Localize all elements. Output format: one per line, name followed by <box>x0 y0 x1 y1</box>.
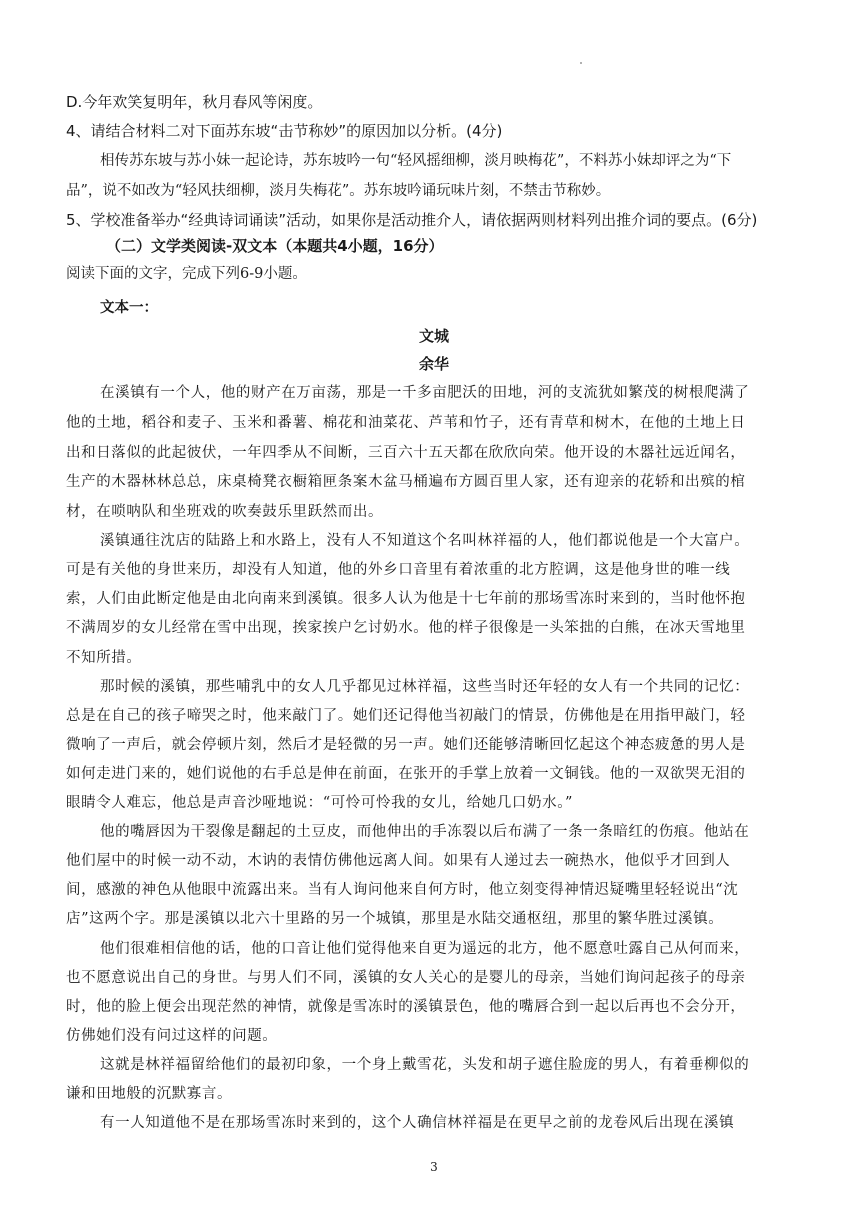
text-label: 文本一： <box>100 299 158 316</box>
body-line: 不满周岁的女儿经常在雪中出现，挨家挨户乞讨奶水。他的样子很像是一头笨拙的白熊，在冰天雪地里 <box>66 620 746 636</box>
option-d: D.今年欢笑复明年，秋月春风等闲度。 <box>66 93 323 111</box>
story-author: 余华 <box>418 355 449 373</box>
body-line: 谦和田地般的沉默寡言。 <box>66 1086 233 1102</box>
scan-speck <box>580 62 582 64</box>
body-line: 索，人们由此断定他是由北向南来到溪镇。很多人认为他是十七年前的那场雪冻时来到的，当时他怀抱 <box>66 591 746 607</box>
body-line: 溪镇通往沈店的陆路上和水路上，没有人不知道这个名叫林祥福的人，他们都说他是一个大富户。 <box>100 533 750 549</box>
section-instruction: 阅读下面的文字，完成下列6-9小题。 <box>66 266 307 282</box>
body-line: 那时候的溪镇，那些哺乳中的女人几乎都见过林祥福，这些当时还年轻的女人有一个共同的记忆： <box>100 679 750 695</box>
body-line: 生产的木器林林总总，床桌椅凳衣橱箱匣条案木盆马桶遍布方圆百里人家，还有迎亲的花轿和出殡的棺 <box>66 474 746 490</box>
body-line: 眼睛令人难忘，他总是声音沙哑地说：“可怜可怜我的女儿，给她几口奶水。” <box>66 795 574 811</box>
body-line: 有一人知道他不是在那场雪冻时来到的，这个人确信林祥福是在更早之前的龙卷风后出现在溪镇 <box>100 1115 735 1131</box>
body-line: 出和日落似的此起彼伏，一年四季从不间断，三百六十五天都在欣欣向荣。他开设的木器社远近闻名， <box>66 445 746 461</box>
question-4-material-line: 品”，说不如改为“轻风扶细柳，淡月失梅花”。苏东坡吟诵玩味片刻，不禁击节称妙。 <box>66 183 611 199</box>
body-line: 不知所措。 <box>66 650 142 666</box>
question-4-prompt: 4、请结合材料二对下面苏东坡“击节称妙”的原因加以分析。(4分) <box>66 122 503 140</box>
body-line: 也不愿意说出自己的身世。与男人们不同，溪镇的女人关心的是婴儿的母亲，当她们询问起孩子的母亲 <box>66 970 746 986</box>
body-line: 可是有关他的身世来历，却没有人知道，他的外乡口音里有着浓重的北方腔调，这是他身世的唯一线 <box>66 562 731 578</box>
body-line: 仿佛她们没有问过这样的问题。 <box>66 1028 278 1044</box>
question-5-prompt: 5、学校准备举办“经典诗词诵读”活动，如果你是活动推介人，请依据两则材料列出推介词的要点。(6分) <box>66 211 758 229</box>
body-line: 他们很难相信他的话，他的口音让他们觉得他来自更为遥远的北方，他不愿意吐露自己从何而来， <box>100 941 750 957</box>
body-line: 如何走进门来的，她们说他的右手总是伸在前面，在张开的手掌上放着一文铜钱。他的一双欲哭无泪的 <box>66 766 746 782</box>
body-line: 材，在唢呐队和坐班戏的吹奏鼓乐里跃然而出。 <box>66 504 384 520</box>
section-heading: （二）文学类阅读-双文本（本题共4小题，16分） <box>106 237 444 255</box>
question-4-material-line: 相传苏东坡与苏小妹一起论诗，苏东坡吟一句“轻风摇细柳，淡月映梅花”，不料苏小妹却评之为“下 <box>100 153 732 169</box>
body-line: 间，感激的神色从他眼中流露出来。当有人询问他来自何方时，他立刻变得神情迟疑嘴里轻轻说出“沈 <box>66 882 739 898</box>
body-line: 总是在自己的孩子啼哭之时，他来敲门了。她们还记得他当初敲门的情景，仿佛他是在用指甲敲门，轻 <box>66 708 746 724</box>
body-line: 他们屋中的时候一动不动，木讷的表情仿佛他远离人间。如果有人递过去一碗热水，他似乎才回到人 <box>66 853 731 869</box>
body-line: 时，他的脸上便会出现茫然的神情，就像是雪冻时的溪镇景色，他的嘴唇合到一起以后再也不会分开， <box>66 999 746 1015</box>
body-line: 这就是林祥福留给他们的最初印象，一个身上戴雪花，头发和胡子遮住脸庞的男人，有着垂柳似的 <box>100 1057 750 1073</box>
body-line: 在溪镇有一个人，他的财产在万亩荡，那是一千多亩肥沃的田地，河的支流犹如繁茂的树根爬满了 <box>100 385 750 401</box>
body-line: 他的土地，稻谷和麦子、玉米和番薯、棉花和油菜花、芦苇和竹子，还有青草和树木，在他的土地上日 <box>66 415 746 431</box>
story-title: 文城 <box>418 327 449 345</box>
body-line: 他的嘴唇因为干裂像是翻起的土豆皮，而他伸出的手冻裂以后布满了一条一条暗红的伤痕。他站在 <box>100 824 750 840</box>
body-line: 微响了一声后，就会停顿片刻，然后才是轻微的另一声。她们还能够清晰回忆起这个神态疲惫的男人是 <box>66 737 746 753</box>
body-line: 店”这两个字。那是溪镇以北六十里路的另一个城镇，那里是水陆交通枢纽，那里的繁华胜过溪镇。 <box>66 911 724 927</box>
page-number: 3 <box>430 1160 438 1174</box>
